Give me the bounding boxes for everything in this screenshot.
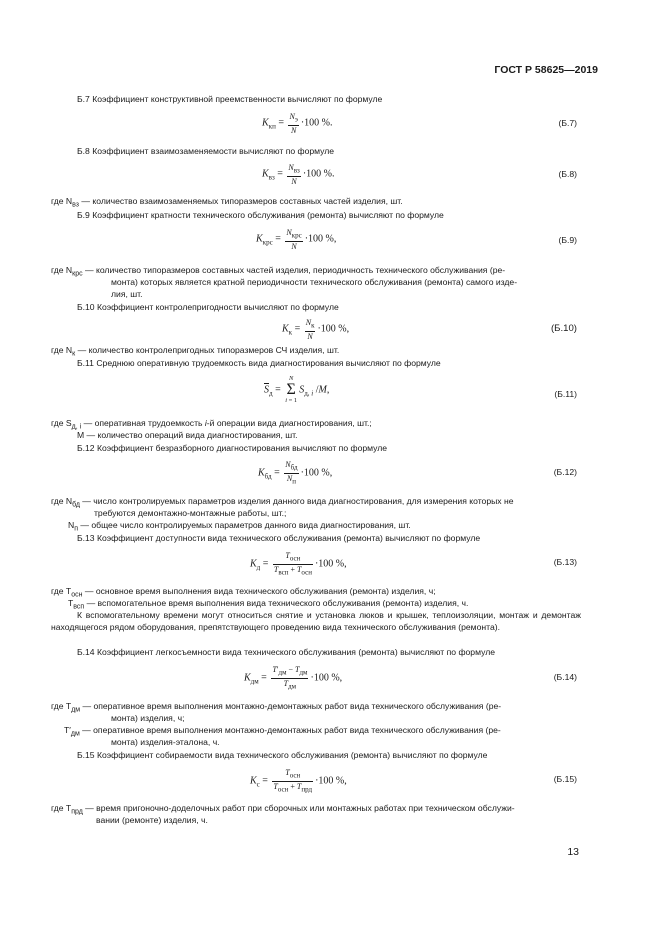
eq-number-b14: (Б.14) <box>553 672 577 682</box>
eq-number-b15: (Б.15) <box>553 774 577 784</box>
where-b11-line1: где $S_{д, i}$ — оперативная трудоемкость i-й операции вида диагностирования, шт.; <box>51 418 372 431</box>
where-b14-line2: монта) изделия, ч; <box>111 713 185 723</box>
where-b8: где $N_{вз}$ — количество взаимозаменяемых типоразмеров составных частей изделия, шт. <box>51 196 403 209</box>
where-b12-line1: где $N_{бд}$ — число контролируемых параметров изделия данного вида диагностирования, для измерения которых не <box>51 496 514 509</box>
eq-number-b9: (Б.9) <box>558 235 577 245</box>
where-b9-line2: монта) которых является кратной периодичности технического обслуживания (ремонта) самого изде- <box>111 277 518 287</box>
section-b15-text: Б.15 Коэффициент собираемости вида технического обслуживания (ремонта) вычисляют по формуле <box>77 750 488 760</box>
where-b14-line4: монта) изделия-эталона, ч. <box>111 737 220 747</box>
formula-b11: $\overline{S}_д$ = N Σ i = 1 $S_{д, i}$ /M, <box>264 375 330 404</box>
eq-number-b8: (Б.8) <box>558 169 577 179</box>
where-b12-line3: $N_п$ — общее число контролируемых параметров данного вида диагностирования, шт. <box>68 520 411 533</box>
formula-b9: $K_{крс}$ = $\frac{N_{крс}}{N}$ ·100 %, <box>256 228 337 251</box>
section-b8-text: Б.8 Коэффициент взаимозаменяемости вычисляют по формуле <box>77 146 335 156</box>
where-b15-line2: вании (ремонте) изделия, ч. <box>96 815 208 825</box>
formula-b14: $K_{дм}$ = $\frac{T'_{дм} - T_{дм}}{T_{дм}}$ ·100 %, <box>244 665 343 691</box>
page-number: 13 <box>567 846 579 858</box>
eq-number-b13: (Б.13) <box>553 557 577 567</box>
section-b11-text: Б.11 Среднюю оперативную трудоемкость вида диагностирования вычисляют по формуле <box>77 358 441 368</box>
eq-number-b11: (Б.11) <box>554 389 577 399</box>
section-b12-text: Б.12 Коэффициент безразборного диагностирования вычисляют по формуле <box>77 443 388 453</box>
where-b13-line2: $T_{всп}$ — вспомогательное время выполнения вида технического обслуживания (ремонта) изделия, ч. <box>68 598 469 611</box>
where-b9-line3: лия, шт. <box>111 289 143 299</box>
note-b13: К вспомогательному времени могут относиться снятие и установка люков и крышек, теплоизоляции, монтаж и демонтаж находящегося рядом оборудования, препятствующего проведению вида технического обслуживания (ремонта). <box>51 610 581 632</box>
where-b11-line2: M — количество операций вида диагностирования, шт. <box>77 430 298 440</box>
section-b13-text: Б.13 Коэффициент доступности вида технического обслуживания (ремонта) вычисляют по формуле <box>77 533 481 543</box>
where-b9-line1: где $N_{крс}$ — количество типоразмеров составных частей изделия, периодичность технического обслуживания (ре- <box>51 265 506 278</box>
formula-b12: $K_{бд}$ = $\frac{N_{бд}}{N_п}$ ·100 %, <box>258 460 333 486</box>
formula-b10: $K_к$ = $\frac{N_к}{N}$ ·100 %, <box>282 318 350 341</box>
where-b15-line1: где $T_{прд}$ — время пригоночно-доделочных работ при сборочных или монтажных работах при техническом обслужи- <box>51 803 515 816</box>
where-b12-line2: требуются демонтажно-монтажные работы, шт.; <box>94 508 287 518</box>
eq-number-b10: (Б.10) <box>550 323 577 334</box>
where-b14-line3: $T'_{дм}$ — оперативное время выполнения монтажно-демонтажных работ вида технического обслуживания (ре- <box>64 725 501 738</box>
document-header: ГОСТ Р 58625—2019 <box>494 64 598 76</box>
where-b14-line1: где $T_{дм}$ — оперативное время выполнения монтажно-демонтажных работ вида технического обслуживания (ре- <box>51 701 502 714</box>
eq-number-b7: (Б.7) <box>558 118 577 128</box>
formula-b13: $K_д$ = $\frac{T_{осн}}{T_{всп} + T_{осн}}$ ·100 %, <box>250 551 347 577</box>
formula-b7: $K_{кп}$ = $\frac{N_э}{N}$ ·100 %. <box>262 112 333 135</box>
section-b10-text: Б.10 Коэффициент контролепригодности вычисляют по формуле <box>77 302 339 312</box>
where-b10: где $N_к$ — количество контролепригодных типоразмеров СЧ изделия, шт. <box>51 345 340 358</box>
section-b7-text: Б.7 Коэффициент конструктивной преемственности вычисляют по формуле <box>77 94 383 104</box>
section-b14-text: Б.14 Коэффициент легкосъемности вида технического обслуживания (ремонта) вычисляют по формуле <box>77 647 495 657</box>
section-b9-text: Б.9 Коэффициент кратности технического обслуживания (ремонта) вычисляют по формуле <box>77 210 444 220</box>
formula-b15: $K_с$ = $\frac{T_{осн}}{T_{осн} + T_{прд}}$ ·100 %, <box>250 768 347 794</box>
eq-number-b12: (Б.12) <box>553 467 577 477</box>
where-b13-line1: где $T_{осн}$ — основное время выполнения вида технического обслуживания (ремонта) изделия, ч; <box>51 586 436 599</box>
formula-b8: $K_{вз}$ = $\frac{N_{вз}}{N}$ ·100 %. <box>262 163 335 186</box>
